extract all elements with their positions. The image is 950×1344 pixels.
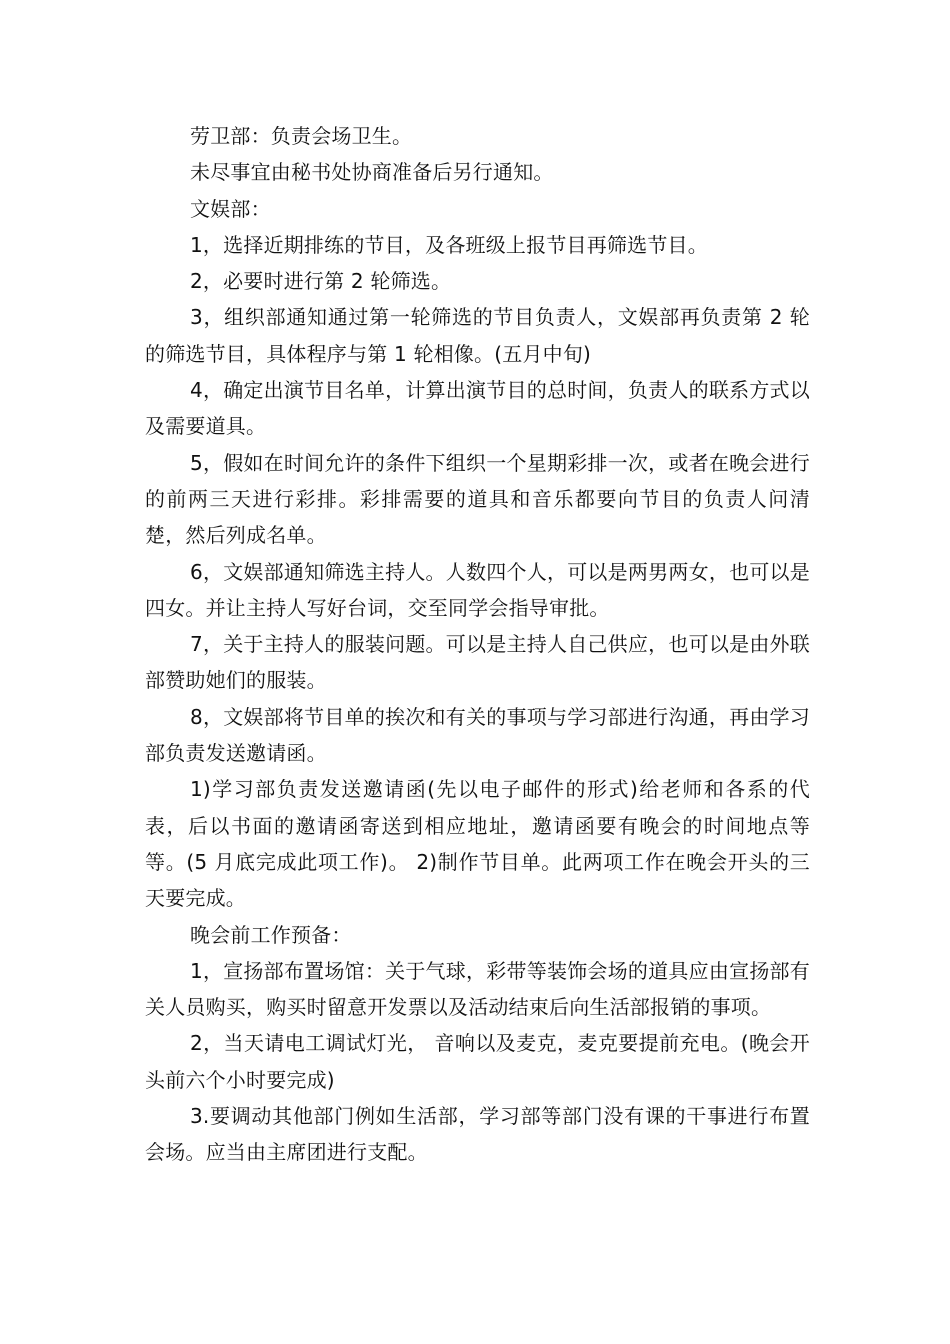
paragraph-sanitation: 劳卫部：负责会场卫生。 — [190, 124, 413, 148]
document-body — [145, 118, 810, 1171]
paragraph-item-7: 7，关于主持人的服装问题。可以是主持人自己供应，也可以是由外联部赞助她们的服装。 — [145, 632, 810, 693]
paragraph-heading-entertainment: 文娱部： — [190, 196, 271, 221]
paragraph-item-3: 3，组织部通知通过第一轮筛选的节目负责人，文娱部再负责第 2 轮的筛选节目，具体程序与第 1 轮相像。(五月中旬) — [145, 305, 810, 366]
paragraph-prep-2: 2，当天请电工调试灯光， 音响以及麦克，麦克要提前充电。(晚会开头前六个小时要完成) — [145, 1031, 810, 1092]
paragraph-item-5: 5，假如在时间允许的条件下组织一个星期彩排一次，或者在晚会进行的前两三天进行彩排。彩排需要的道具和音乐都要向节目的负责人问清楚，然后列成名单。 — [145, 450, 810, 548]
paragraph-prep-3: 3.要调动其他部门例如生活部，学习部等部门没有课的干事进行布置会场。应当由主席团进行支配。 — [145, 1104, 810, 1165]
paragraph-heading-preparation: 晚会前工作预备： — [190, 922, 352, 947]
paragraph-item-6: 6，文娱部通知筛选主持人。人数四个人，可以是两男两女，也可以是四女。并让主持人写好台词，交至同学会指导审批。 — [145, 559, 810, 620]
paragraph-item-2: 2，必要时进行第 2 轮筛选。 — [190, 269, 452, 294]
paragraph-item-8: 8，文娱部将节目单的挨次和有关的事项与学习部进行沟通，再由学习部负责发送邀请函。 — [145, 704, 810, 766]
paragraph-item-4: 4，确定出演节目名单，计算出演节目的总时间，负责人的联系方式以及需要道具。 — [145, 378, 810, 439]
paragraph-pending-matters: 未尽事宜由秘书处协商准备后另行通知。 — [190, 160, 554, 185]
paragraph-item-1: 1，选择近期排练的节目，及各班级上报节目再筛选节目。 — [190, 232, 708, 257]
paragraph-prep-1: 1，宣扬部布置场馆：关于气球，彩带等装饰会场的道具应由宣扬部有关人员购买，购买时留意开发票以及活动结束后向生活部报销的事项。 — [145, 958, 810, 1020]
paragraph-invitation: 1)学习部负责发送邀请函(先以电子邮件的形式)给老师和各系的代表，后以书面的邀请函寄送到相应地址，邀请函要有晚会的时间地点等等。(5 月底完成此项工作)。 2)制作节目单。此两项工作在晚会开头的三天要完成。 — [145, 777, 810, 911]
